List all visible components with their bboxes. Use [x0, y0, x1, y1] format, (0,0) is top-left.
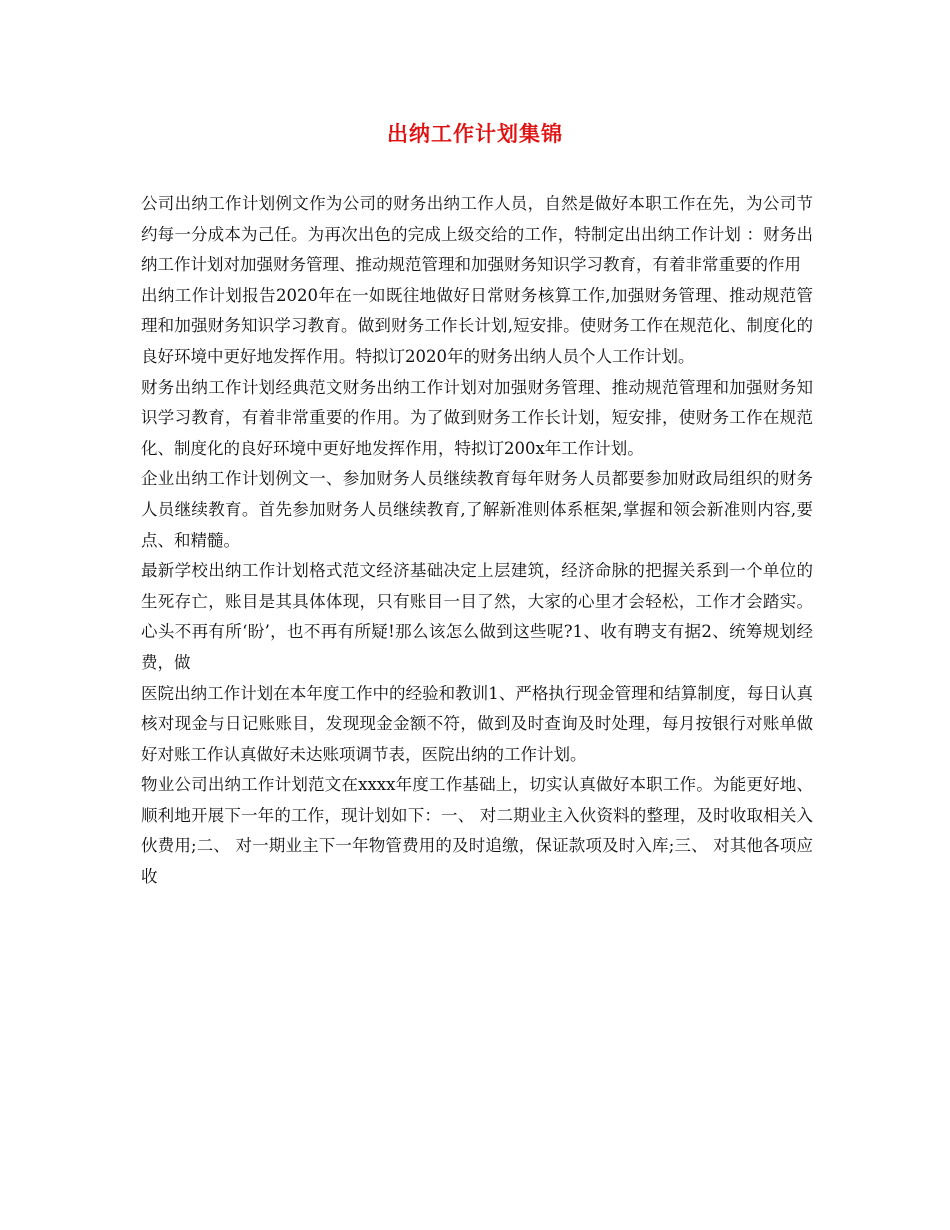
paragraph-company-plan: 公司出纳工作计划例文作为公司的财务出纳工作人员，自然是做好本职工作在先，为公司节约每一分成本为己任。为再次出色的完成上级交给的工作，特制定出出纳工作计划 ：财务出纳工作计划对加强财务管理、推动规范管理和加强财务知识学习教育，有着非常重要的作用 — [141, 194, 813, 275]
paragraph-enterprise-plan: 企业出纳工作计划例文一、参加财务人员继续教育每年财务人员都要参加财政局组织的财务人员继续教育。首先参加财务人员继续教育,了解新准则体系框架,掌握和领会新准则内容,要点、和精髓。 — [141, 469, 813, 550]
paragraph-plan-report: 出纳工作计划报告2020年在一如既往地做好日常财务核算工作,加强财务管理、推动规范管理和加强财务知识学习教育。做到财务工作长计划,短安排。使财务工作在规范化、制度化的良好环境中更好地发挥作用。特拟订2020年的财务出纳人员个人工作计划。 — [141, 285, 813, 366]
paragraph-property-plan: 物业公司出纳工作计划范文在xxxx年度工作基础上，切实认真做好本职工作。为能更好地、顺利地开展下一年的工作，现计划如下：一、 对二期业主入伙资料的整理，及时收取相关入伙费用;二、 对一期业主下一年物管费用的及时追缴，保证款项及时入库;三、 对其他各项应收 — [141, 775, 813, 887]
document-body — [141, 189, 813, 893]
paragraph-classic-sample: 财务出纳工作计划经典范文财务出纳工作计划对加强财务管理、推动规范管理和加强财务知识学习教育，有着非常重要的作用。为了做到财务工作长计划，短安排，使财务工作在规范化、制度化的良好环境中更好地发挥作用，特拟订200x年工作计划。 — [141, 377, 813, 458]
paragraph-hospital-plan: 医院出纳工作计划在本年度工作中的经验和教训1、严格执行现金管理和结算制度，每日认真核对现金与日记账账目，发现现金金额不符，做到及时查询及时处理，每月按银行对账单做好对账工作认真做好未达账项调节表，医院出纳的工作计划。 — [141, 683, 813, 764]
page-title: 出纳工作计划集锦 — [387, 122, 563, 146]
paragraph-school-plan: 最新学校出纳工作计划格式范文经济基础决定上层建筑，经济命脉的把握关系到一个单位的生死存亡，账目是其具体体现，只有账目一目了然，大家的心里才会轻松，工作才会踏实。心头不再有所‘盼’，也不再有所疑!那么该怎么做到这些呢?1、收有聘支有据2、统筹规划经费，做 — [141, 561, 813, 672]
